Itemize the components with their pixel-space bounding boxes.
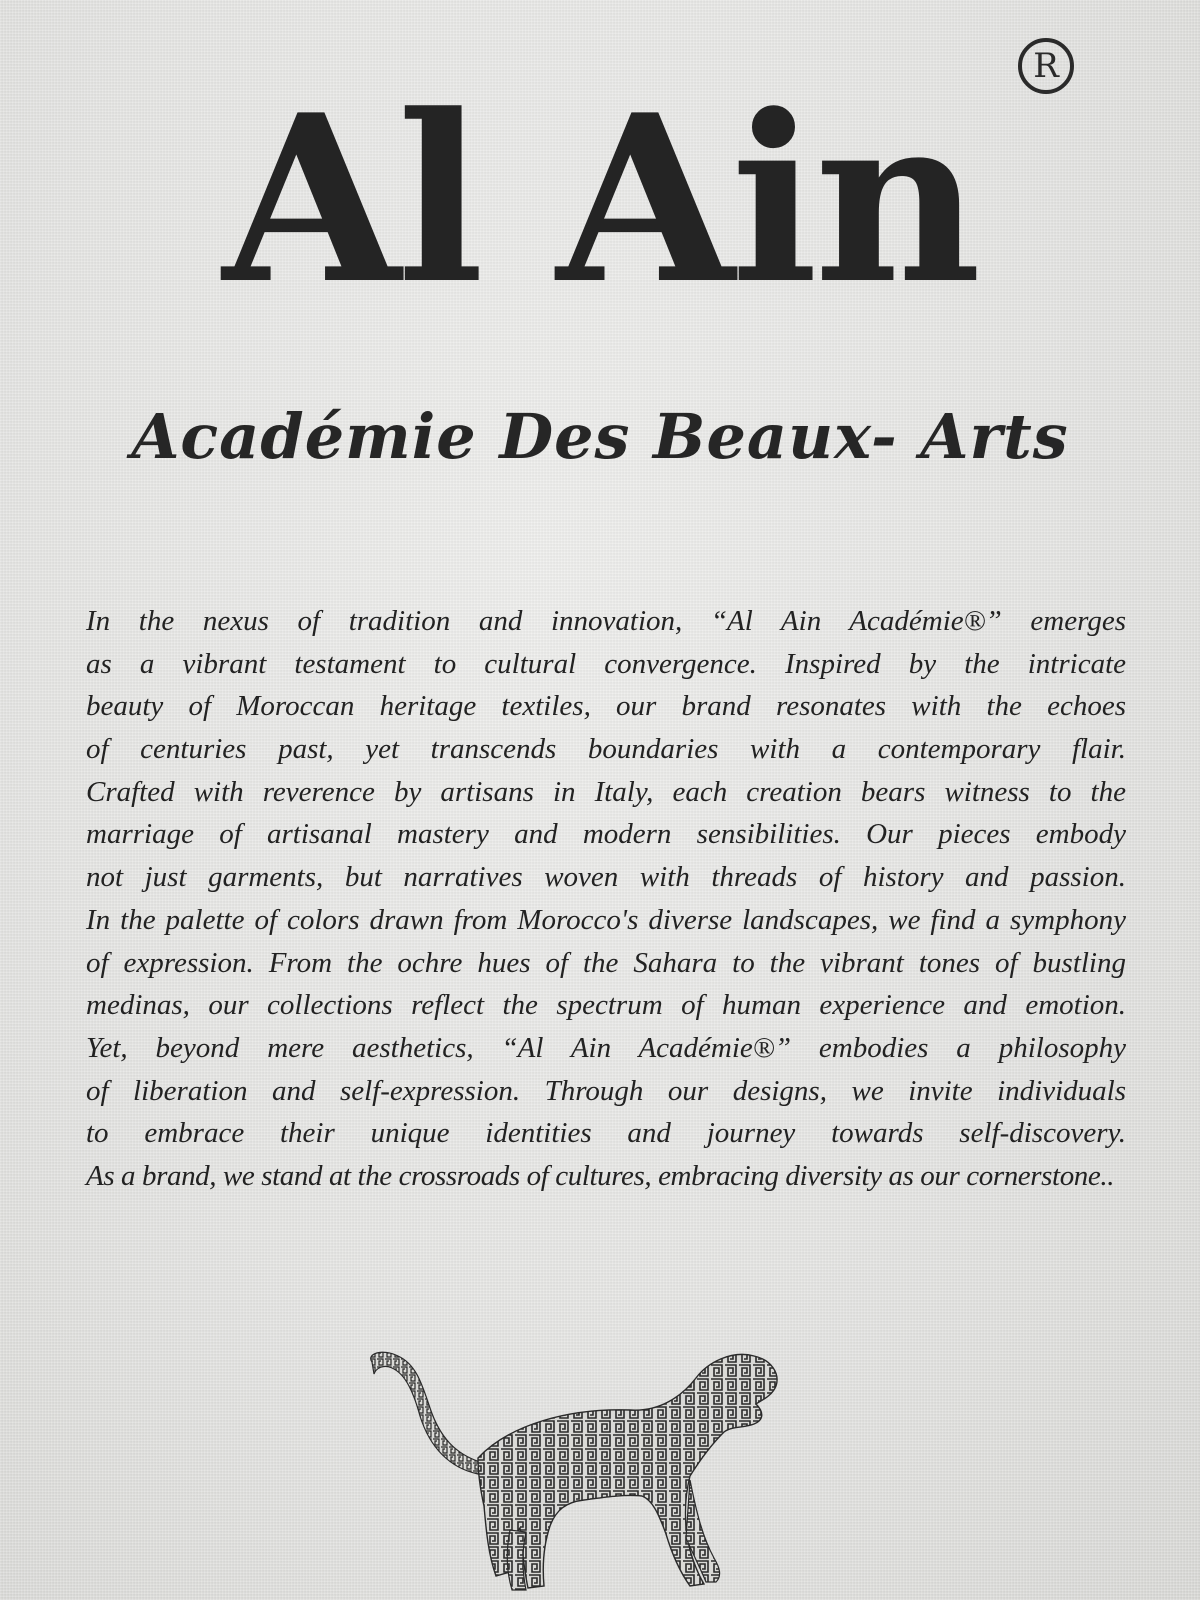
manifesto-line: beauty of Moroccan heritage textiles, our brand resonates with the echoes bbox=[86, 690, 1126, 723]
brand-title: Al Ain bbox=[222, 65, 978, 335]
manifesto-line: As a brand, we stand at the crossroads of cultures, embracing diversity as our cornerstone.. bbox=[86, 1159, 1115, 1192]
leopard-hind-leg bbox=[507, 1530, 526, 1590]
manifesto-line: Crafted with reverence by artisans in Italy, each creation bears witness to the bbox=[86, 775, 1126, 808]
brand-subtitle: Académie Des Beaux- Arts bbox=[131, 400, 1069, 473]
manifesto-line: of centuries past, yet transcends boundaries with a contemporary flair. bbox=[86, 733, 1126, 766]
manifesto-line: Yet, beyond mere aesthetics, “Al Ain Académie®” embodies a philosophy bbox=[86, 1031, 1126, 1064]
manifesto-line: as a vibrant testament to cultural convergence. Inspired by the intricate bbox=[86, 647, 1126, 680]
manifesto-line: medinas, our collections reflect the spectrum of human experience and emotion. bbox=[86, 989, 1126, 1022]
leopard-icon bbox=[360, 1350, 800, 1600]
leopard-tail bbox=[371, 1352, 480, 1474]
manifesto-line: marriage of artisanal mastery and modern sensibilities. Our pieces embody bbox=[86, 818, 1126, 851]
brand-manifesto bbox=[86, 600, 1126, 1198]
manifesto-line: not just garments, but narratives woven with threads of history and passion. bbox=[86, 861, 1126, 894]
registered-trademark-icon: R bbox=[1018, 38, 1074, 94]
manifesto-line: In the nexus of tradition and innovation, “Al Ain Académie®” emerges bbox=[86, 605, 1126, 637]
manifesto-line: to embrace their unique identities and journey towards self-discovery. bbox=[86, 1117, 1126, 1150]
manifesto-line: of expression. From the ochre hues of the Sahara to the vibrant tones of bustling bbox=[86, 946, 1126, 979]
manifesto-line: In the palette of colors drawn from Morocco's diverse landscapes, we find a symphony bbox=[86, 903, 1126, 936]
manifesto-line: of liberation and self-expression. Through our designs, we invite individuals bbox=[86, 1074, 1126, 1107]
